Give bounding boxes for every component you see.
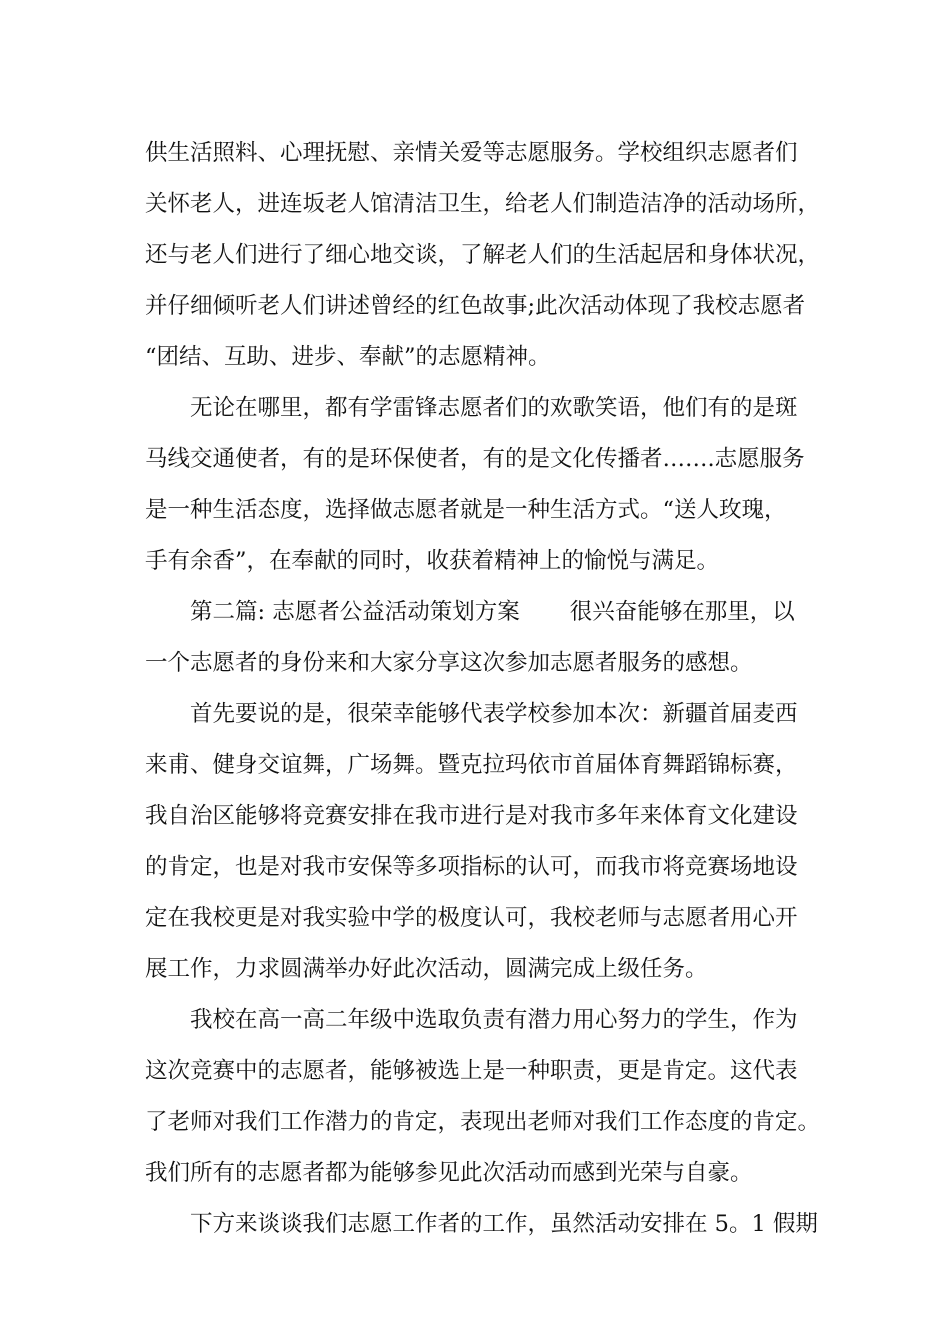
text-line: 马线交通使者，有的是环保使者，有的是文化传播者…….志愿服务 [145, 446, 805, 472]
text-fragment: 很兴奋能够在那里，以 [569, 599, 795, 625]
text-line: 是一种生活态度，选择做志愿者就是一种生活方式。“送人玫瑰， [145, 497, 787, 523]
text-line: 关怀老人，进连坂老人馆清洁卫生，给老人们制造洁净的活动场所， [145, 191, 821, 217]
paragraph-start-line: 下方来谈谈我们志愿工作者的工作，虽然活动安排在 5。1 假期 [190, 1211, 818, 1237]
paragraph-start-line: 首先要说的是，很荣幸能够代表学校参加本次：新疆首届麦西 [190, 701, 798, 727]
body-text [145, 128, 825, 1250]
paragraph-start-line: 我校在高一高二年级中选取负责有潜力用心努力的学生，作为 [190, 1007, 798, 1033]
text-line: 供生活照料、心理抚慰、亲情关爱等志愿服务。学校组织志愿者们 [145, 140, 798, 166]
paragraph-start-line: 无论在哪里，都有学雷锋志愿者们的欢歌笑语，他们有的是斑 [190, 395, 798, 421]
text-line: 展工作，力求圆满举办好此次活动，圆满完成上级任务。 [145, 956, 708, 982]
section-heading: 第二篇: 志愿者公益活动策划方案 [190, 599, 520, 625]
section-heading-line [145, 587, 825, 638]
text-line: “团结、互助、进步、奉献”的志愿精神。 [145, 344, 551, 370]
text-line: 我自治区能够将竞赛安排在我市进行是对我市多年来体育文化建设 [145, 803, 798, 829]
text-line: 一个志愿者的身份来和大家分享这次参加志愿者服务的感想。 [145, 650, 753, 676]
text-line: 了老师对我们工作潜力的肯定，表现出老师对我们工作态度的肯定。 [145, 1109, 821, 1135]
text-line: 我们所有的志愿者都为能够参见此次活动而感到光荣与自豪。 [145, 1160, 753, 1186]
text-line: 这次竞赛中的志愿者，能够被选上是一种职责，更是肯定。这代表 [145, 1058, 798, 1084]
text-line: 的肯定，也是对我市安保等多项指标的认可，而我市将竞赛场地设 [145, 854, 798, 880]
text-line: 手有余香”，在奉献的同时，收获着精神上的愉悦与满足。 [145, 548, 720, 574]
text-line: 来甫、健身交谊舞，广场舞。暨克拉玛依市首届体育舞蹈锦标赛， [145, 752, 798, 778]
text-line: 还与老人们进行了细心地交谈，了解老人们的生活起居和身体状况， [145, 242, 821, 268]
text-line: 并仔细倾听老人们讲述曾经的红色故事;此次活动体现了我校志愿者 [145, 293, 806, 319]
text-line: 定在我校更是对我实验中学的极度认可，我校老师与志愿者用心开 [145, 905, 798, 931]
